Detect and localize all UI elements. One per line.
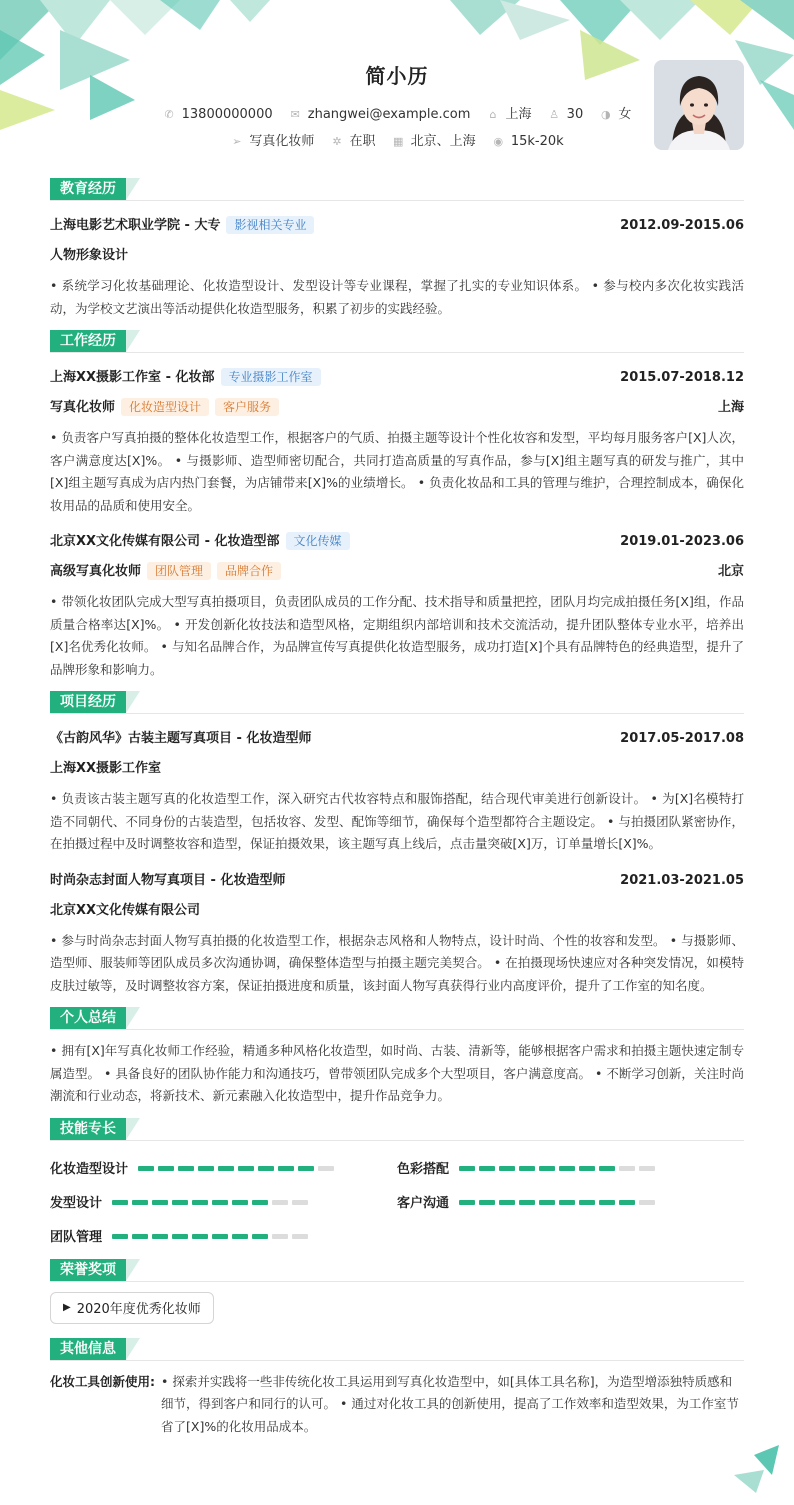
skill-item — [50, 1185, 397, 1219]
company-tag: 文化传媒 — [286, 532, 350, 550]
project-org-row — [50, 896, 744, 926]
skill-level-bar — [459, 1160, 659, 1175]
skill-level-segment — [172, 1234, 188, 1239]
skills-section — [50, 1118, 744, 1253]
section-title: 项目经历 — [50, 691, 126, 713]
resume-header — [50, 0, 744, 172]
role-tag: 客户服务 — [215, 398, 279, 416]
skill-level-segment — [252, 1200, 268, 1205]
awards-header — [50, 1259, 744, 1282]
skill-level-segment — [639, 1200, 655, 1205]
skill-level-segment — [292, 1200, 308, 1205]
skill-level-segment — [272, 1200, 288, 1205]
skill-level-segment — [232, 1234, 248, 1239]
role-line — [50, 557, 281, 587]
gender-icon: ◑ — [601, 108, 611, 121]
skill-level-segment — [619, 1200, 635, 1205]
skill-item — [397, 1185, 744, 1219]
contact-row — [50, 103, 744, 122]
job-intent-info — [230, 130, 314, 149]
company-tag: 专业摄影工作室 — [221, 368, 321, 386]
section-title: 工作经历 — [50, 330, 126, 352]
project-description: • 负责该古装主题写真的化妆造型工作，深入研究古代妆容特点和服饰搭配，结合现代审美进行创新设计。 • 为[X]名模特打造不同朝代、不同身份的古装造型，包括妆容、发型、配饰等细节，确保每个造型都符合主题设定。 • 与拍摄团队紧密协作，在拍摄过程中及时调整妆容和造型，保证拍摄效果，该主题写真上线后，点击量突破[X]万，订单量增长[X]%。 — [50, 791, 744, 851]
skill-level-segment — [519, 1166, 535, 1171]
skill-level-bar — [112, 1194, 312, 1209]
skill-level-segment — [218, 1166, 234, 1171]
skills-grid — [50, 1151, 744, 1253]
skill-level-segment — [559, 1166, 575, 1171]
project-org: 北京XX文化传媒有限公司 — [50, 902, 201, 918]
work-item-header — [50, 363, 744, 393]
skill-level-segment — [479, 1200, 495, 1205]
skill-name: 化妆造型设计 — [50, 1162, 129, 1177]
project-org-row — [50, 754, 744, 784]
education-description: • 系统学习化妆基础理论、化妆造型设计、发型设计等专业课程，掌握了扎实的专业知识体系。 • 参与校内多次化妆实践活动，为学校文艺演出等活动提供化妆造型服务，积累了初步的实践经验。 — [50, 278, 744, 316]
education-item-header — [50, 211, 744, 241]
school-tag: 影视相关专业 — [226, 216, 314, 234]
skill-level-segment — [172, 1200, 188, 1205]
role-tag: 品牌合作 — [217, 562, 281, 580]
skill-level-segment — [619, 1166, 635, 1171]
skill-level-segment — [158, 1166, 174, 1171]
work-description: • 负责客户写真拍摄的整体化妆造型工作，根据客户的气质、拍摄主题等设计个性化妆容和发型，平均每月服务客户[X]人次，客户满意度达[X]%。 • 与摄影师、造型师密切配合，共同打造高质量的写真作品，参与[X]组主题写真的研发与推广，其中[X]组主题写真成为店内热门套餐，为店铺带来[X]%的业绩增长。 • 负责化妆品和工具的管理与维护，合理控制成本，确保化妆用品的品质和使用安全。 — [50, 430, 744, 513]
phone-icon: ✆ — [164, 108, 174, 121]
skill-level-segment — [599, 1166, 615, 1171]
skill-level-segment — [539, 1166, 555, 1171]
role-tag: 化妆造型设计 — [121, 398, 209, 416]
skill-level-bar — [138, 1160, 338, 1175]
project-date: 2021.03-2021.05 — [620, 872, 744, 888]
skill-level-segment — [252, 1234, 268, 1239]
award-name: 2020年度优秀化妆师 — [76, 1302, 201, 1317]
skill-name: 色彩搭配 — [397, 1162, 450, 1177]
work-header — [50, 330, 744, 353]
gender-info — [599, 103, 631, 122]
skill-level-segment — [479, 1166, 495, 1171]
skill-level-segment — [198, 1166, 214, 1171]
target-city-info — [392, 130, 476, 149]
skill-level-bar — [112, 1228, 312, 1243]
section-title: 其他信息 — [50, 1338, 126, 1360]
company-name: 上海XX摄影工作室 - 化妆部 — [50, 370, 215, 385]
age-text: 30 — [566, 107, 584, 122]
work-date: 2019.01-2023.06 — [620, 534, 744, 549]
education-date: 2012.09-2015.06 — [620, 218, 744, 233]
location-text: 上海 — [505, 107, 532, 122]
skill-name: 客户沟通 — [397, 1196, 450, 1211]
other-section — [50, 1338, 744, 1439]
education-section — [50, 178, 744, 320]
project-title: 时尚杂志封面人物写真项目 - 化妆造型师 — [50, 872, 286, 888]
skill-level-segment — [639, 1166, 655, 1171]
skill-level-segment — [579, 1200, 595, 1205]
project-date: 2017.05-2017.08 — [620, 731, 744, 746]
company-line — [50, 527, 350, 557]
work-role-row — [50, 393, 744, 423]
location-info — [487, 103, 532, 122]
email-info — [289, 107, 471, 122]
role-line — [50, 393, 279, 423]
project-item-header — [50, 724, 744, 754]
projects-section — [50, 691, 744, 997]
project-description: • 参与时尚杂志封面人物写真拍摄的化妆造型工作，根据杂志风格和人物特点，设计时尚、个性的妆容和发型。 • 与摄影师、造型师、服装师等团队成员多次沟通协调，确保整体造型与拍摄主题完美契合。 • 在拍摄现场快速应对各种突发情况，如模特皮肤过敏等，及时调整妆容方案，保证拍摄进度和质量，该封面人物写真获得行业内高度评价，提升了工作室的知名度。 — [50, 932, 744, 993]
skill-name: 团队管理 — [50, 1230, 103, 1245]
skill-level-segment — [559, 1200, 575, 1205]
age-info — [548, 107, 584, 122]
other-label: 化妆工具创新使用: — [50, 1373, 155, 1389]
skill-level-segment — [318, 1166, 334, 1171]
major-row — [50, 241, 744, 271]
section-title: 荣誉奖项 — [50, 1259, 126, 1281]
skill-level-segment — [599, 1200, 615, 1205]
age-icon: ♙ — [549, 108, 560, 121]
other-item — [50, 1371, 744, 1439]
work-section — [50, 330, 744, 681]
job-status-text: 在职 — [349, 134, 376, 149]
target-city-text: 北京、上海 — [410, 134, 476, 149]
skill-level-segment — [178, 1166, 194, 1171]
skill-level-segment — [579, 1166, 595, 1171]
skill-level-segment — [298, 1166, 314, 1171]
section-title: 教育经历 — [50, 178, 126, 200]
work-city: 上海 — [717, 400, 744, 415]
skills-header — [50, 1118, 744, 1141]
work-role-row — [50, 557, 744, 587]
skill-level-segment — [112, 1200, 128, 1205]
skill-level-segment — [539, 1200, 555, 1205]
intent-row — [50, 130, 744, 149]
work-item-header — [50, 527, 744, 557]
skill-level-segment — [212, 1200, 228, 1205]
skill-level-segment — [278, 1166, 294, 1171]
salary-info — [492, 134, 564, 149]
other-header — [50, 1338, 744, 1361]
salary-text: 15k-20k — [510, 134, 564, 149]
project-org: 上海XX摄影工作室 — [50, 761, 162, 776]
skill-level-segment — [232, 1200, 248, 1205]
footer-decoration — [734, 1445, 784, 1495]
work-description: • 带领化妆团队完成大型写真拍摄项目，负责团队成员的工作分配、技术指导和质量把控，团队月均完成拍摄任务[X]组，作品质量合格率达[X]%。 • 开发创新化妆技法和造型风格，定期组织内部培训和技术交流活动，提升团队整体专业水平，培养出[X]名优秀化妆师。 • 与知名品牌合作，为品牌宣传写真提供化妆造型服务，成功打造[X]个具有品牌特色的经典造型，提升了品牌形象和影响力。 — [50, 594, 744, 677]
skill-level-segment — [112, 1234, 128, 1239]
skill-level-segment — [459, 1200, 475, 1205]
skill-item — [397, 1151, 744, 1185]
education-header — [50, 178, 744, 201]
home-icon: ⌂ — [489, 108, 497, 121]
skill-level-segment — [132, 1200, 148, 1205]
job-title: 高级写真化妆师 — [50, 564, 142, 579]
skill-level-segment — [152, 1200, 168, 1205]
building-icon: ▦ — [392, 135, 404, 148]
profile-photo — [654, 60, 744, 150]
school-name: 上海电影艺术职业学院 - 大专 — [50, 218, 221, 233]
skill-level-segment — [192, 1234, 208, 1239]
skill-level-segment — [132, 1234, 148, 1239]
project-item-header — [50, 866, 744, 896]
skill-item — [50, 1151, 397, 1185]
project-title: 《古韵风华》古装主题写真项目 - 化妆造型师 — [50, 731, 312, 746]
award-item[interactable] — [50, 1292, 214, 1324]
summary-section — [50, 1007, 744, 1108]
phone-info — [163, 107, 273, 122]
work-date: 2015.07-2018.12 — [620, 370, 744, 385]
mail-icon: ✉ — [290, 108, 300, 121]
skill-name: 发型设计 — [50, 1196, 103, 1211]
candidate-name: 简小历 — [365, 64, 429, 88]
skill-level-segment — [499, 1166, 515, 1171]
job-title: 写真化妆师 — [50, 400, 116, 415]
gender-text: 女 — [618, 107, 632, 122]
school-line — [50, 211, 314, 241]
skill-level-segment — [499, 1200, 515, 1205]
other-text: • 探索并实践将一些非传统化妆工具运用到写真化妆造型中，如[具体工具名称]，为造型增添独特质感和细节，得到客户和同行的认可。 • 通过对化妆工具的创新使用，提高了工作效率和造型效果，为工作室节省了[X]%的化妆用品成本。 — [161, 1373, 739, 1434]
skill-level-segment — [272, 1234, 288, 1239]
job-status-info — [331, 130, 376, 149]
skill-item — [50, 1219, 397, 1253]
send-icon: ➢ — [232, 135, 242, 148]
section-title: 技能专长 — [50, 1118, 126, 1140]
summary-header — [50, 1007, 744, 1030]
role-tag: 团队管理 — [147, 562, 211, 580]
phone-text: 13800000000 — [181, 107, 273, 122]
skill-level-segment — [238, 1166, 254, 1171]
play-icon: ▶ — [63, 1302, 71, 1313]
section-title: 个人总结 — [50, 1007, 126, 1029]
job-intent-text: 写真化妆师 — [249, 134, 315, 149]
salary-icon: ◉ — [493, 135, 504, 148]
skill-level-segment — [192, 1200, 208, 1205]
skill-level-segment — [459, 1166, 475, 1171]
projects-header — [50, 691, 744, 714]
skill-level-segment — [212, 1234, 228, 1239]
awards-section — [50, 1259, 744, 1324]
skill-level-segment — [292, 1234, 308, 1239]
skill-level-segment — [152, 1234, 168, 1239]
email-text: zhangwei@example.com — [307, 107, 471, 122]
summary-text: • 拥有[X]年写真化妆师工作经验，精通多种风格化妆造型，如时尚、古装、清新等，能够根据客户需求和拍摄主题快速定制专属造型。 • 具备良好的团队协作能力和沟通技巧，曾带领团队完成多个大型项目，客户满意度高。 • 不断学习创新，关注时尚潮流和行业动态，将新技术、新元素融入化妆造型中，提升作品竞争力。 — [50, 1043, 744, 1103]
company-line — [50, 363, 321, 393]
status-icon: ✲ — [332, 135, 342, 148]
skill-level-segment — [519, 1200, 535, 1205]
company-name: 北京XX文化传媒有限公司 - 化妆造型部 — [50, 534, 280, 549]
skill-level-bar — [459, 1194, 659, 1209]
major: 人物形象设计 — [50, 248, 129, 263]
skill-level-segment — [138, 1166, 154, 1171]
skill-level-segment — [258, 1166, 274, 1171]
work-city: 北京 — [717, 564, 744, 579]
